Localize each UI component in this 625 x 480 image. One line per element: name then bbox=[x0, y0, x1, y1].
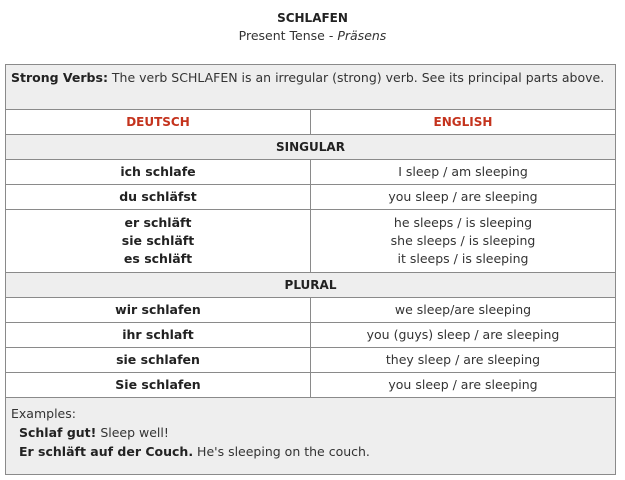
note-text: The verb SCHLAFEN is an irregular (strong) verb. See its principal parts above. bbox=[107, 70, 605, 85]
examples-row bbox=[6, 398, 616, 475]
table-row bbox=[6, 185, 616, 210]
table-row bbox=[6, 160, 616, 185]
section-row bbox=[6, 135, 616, 160]
examples-box bbox=[6, 398, 616, 475]
example-item bbox=[11, 442, 610, 461]
german-form: Sie schlafen bbox=[6, 373, 311, 398]
page-title: SCHLAFEN bbox=[277, 11, 348, 25]
english-translation: he sleeps / is sleeping bbox=[393, 215, 533, 230]
examples-label: Examples: bbox=[11, 406, 76, 421]
column-header-deutsch: DEUTSCH bbox=[6, 110, 311, 135]
section-row bbox=[6, 273, 616, 298]
english-translation: you sleep / are sleeping bbox=[311, 373, 616, 398]
note-row bbox=[6, 65, 616, 110]
table-row bbox=[6, 210, 616, 273]
german-form: er schläft bbox=[124, 215, 192, 230]
example-german: Er schläft auf der Couch. bbox=[19, 444, 194, 459]
section-singular: SINGULAR bbox=[6, 135, 616, 160]
english-translation: you sleep / are sleeping bbox=[311, 185, 616, 210]
section-plural: PLURAL bbox=[6, 273, 616, 298]
german-form: es schläft bbox=[123, 251, 193, 266]
example-english: Sleep well! bbox=[96, 425, 169, 440]
conjugation-table bbox=[5, 64, 616, 475]
table-row bbox=[6, 373, 616, 398]
page-header bbox=[0, 0, 625, 45]
english-translation: you (guys) sleep / are sleeping bbox=[311, 323, 616, 348]
english-translation: they sleep / are sleeping bbox=[311, 348, 616, 373]
german-form: sie schläft bbox=[121, 233, 195, 248]
english-translations-third-person bbox=[311, 210, 616, 273]
german-form: du schläfst bbox=[6, 185, 311, 210]
german-form: wir schlafen bbox=[6, 298, 311, 323]
table-row bbox=[6, 323, 616, 348]
table-row bbox=[6, 348, 616, 373]
german-forms-third-person bbox=[6, 210, 311, 273]
example-english: He's sleeping on the couch. bbox=[193, 444, 370, 459]
subtitle-italic: Präsens bbox=[337, 28, 387, 43]
subtitle-plain: Present Tense - bbox=[238, 28, 338, 43]
example-german: Schlaf gut! bbox=[19, 425, 97, 440]
page-subtitle bbox=[0, 27, 625, 45]
example-item bbox=[11, 423, 610, 442]
note-bold: Strong Verbs: bbox=[11, 70, 108, 85]
column-header-row bbox=[6, 110, 616, 135]
column-header-english: ENGLISH bbox=[311, 110, 616, 135]
english-translation: I sleep / am sleeping bbox=[311, 160, 616, 185]
german-form: ich schlafe bbox=[6, 160, 311, 185]
english-translation: it sleeps / is sleeping bbox=[397, 251, 529, 266]
strong-verb-note bbox=[6, 65, 616, 110]
english-translation: she sleeps / is sleeping bbox=[390, 233, 536, 248]
table-row bbox=[6, 298, 616, 323]
english-translation: we sleep/are sleeping bbox=[311, 298, 616, 323]
german-form: sie schlafen bbox=[6, 348, 311, 373]
german-form: ihr schlaft bbox=[6, 323, 311, 348]
